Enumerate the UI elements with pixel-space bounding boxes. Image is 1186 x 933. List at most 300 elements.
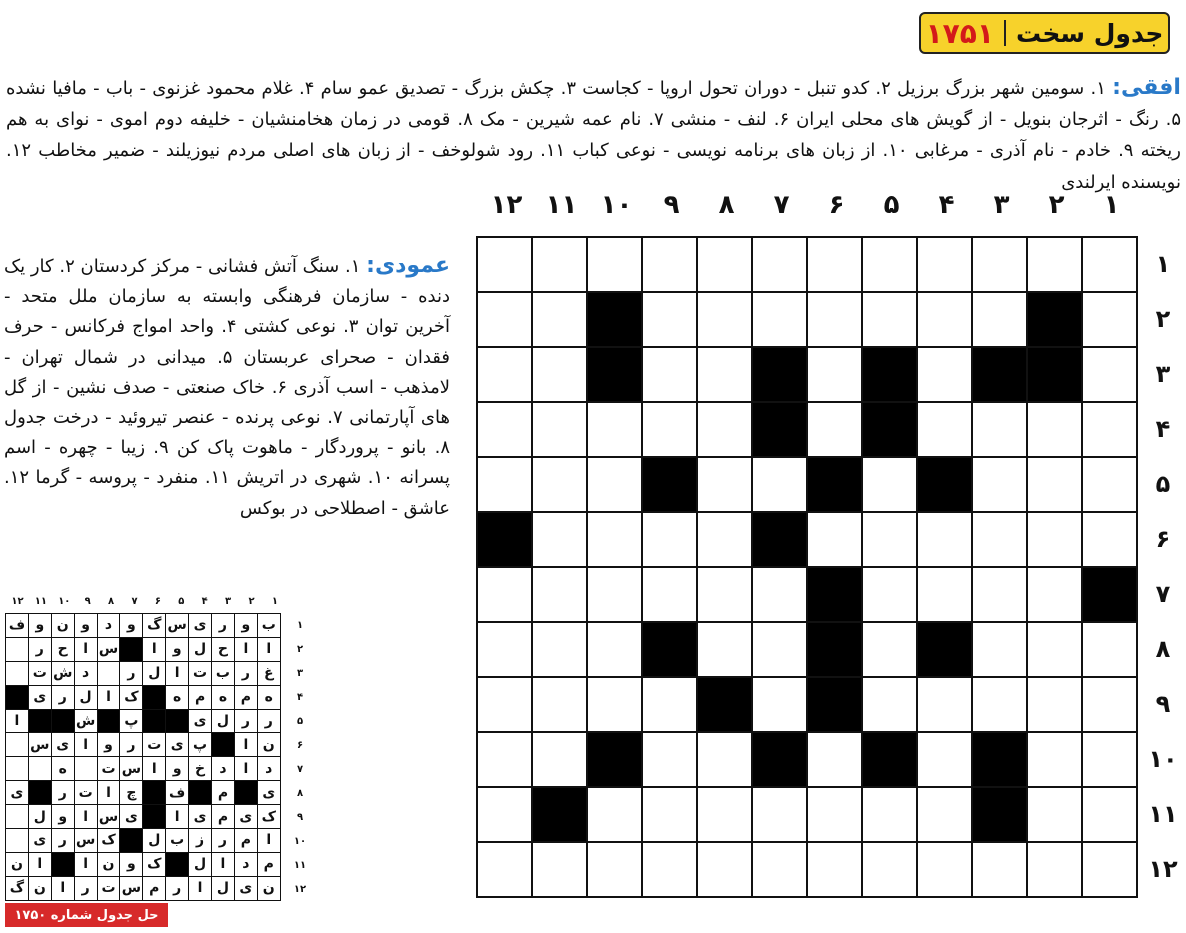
solution-column-number: ۱ (271, 596, 278, 607)
solution-cell (29, 757, 52, 781)
black-square (1028, 348, 1083, 403)
solution-cell: ی (29, 829, 52, 853)
solution-cell: ل (143, 662, 166, 686)
solution-cell: ن (98, 853, 121, 877)
grid-cell[interactable] (1028, 403, 1083, 458)
solution-black-square (212, 733, 235, 757)
row-number: ۳ (1155, 360, 1171, 388)
grid-cell[interactable] (808, 238, 863, 293)
solution-cell: ن (29, 877, 52, 901)
solution-cell: ی (52, 733, 75, 757)
solution-cell: ه (258, 686, 281, 710)
grid-cell[interactable] (863, 678, 918, 733)
grid-cell[interactable] (643, 348, 698, 403)
solution-row-number: ۴ (296, 692, 304, 703)
grid-cell[interactable] (698, 293, 753, 348)
solution-cell: ل (29, 805, 52, 829)
solution-cell: م (143, 877, 166, 901)
solution-cell: ر (52, 686, 75, 710)
solution-cell: پ (120, 710, 143, 734)
grid-cell[interactable] (973, 403, 1028, 458)
grid-cell[interactable] (918, 513, 973, 568)
solution-cell: د (75, 662, 98, 686)
grid-cell[interactable] (753, 568, 808, 623)
black-square (863, 348, 918, 403)
solution-cell (6, 733, 29, 757)
solution-column-number: ۱۰ (58, 596, 71, 607)
solution-cell: د (98, 614, 121, 638)
solution-cell: ا (235, 638, 258, 662)
solution-cell: ت (98, 757, 121, 781)
solution-cell (6, 757, 29, 781)
grid-cell[interactable] (973, 568, 1028, 623)
grid-cell[interactable] (643, 843, 698, 898)
grid-cell[interactable] (698, 623, 753, 678)
solution-row-number: ۵ (296, 716, 304, 727)
grid-cell[interactable] (533, 238, 588, 293)
solution-cell: س (120, 757, 143, 781)
grid-cell[interactable] (1083, 513, 1138, 568)
puzzle-title: جدول سخت (1015, 18, 1164, 48)
grid-cell[interactable] (918, 678, 973, 733)
grid-cell[interactable] (973, 843, 1028, 898)
solution-cell: ر (75, 877, 98, 901)
grid-cell[interactable] (478, 623, 533, 678)
grid-cell[interactable] (753, 788, 808, 843)
solution-cell: ی (29, 686, 52, 710)
solution-cell: ل (143, 829, 166, 853)
grid-cell[interactable] (808, 348, 863, 403)
solution-cell: ی (235, 877, 258, 901)
solution-row-number: ۲ (296, 644, 304, 655)
grid-cell[interactable] (588, 513, 643, 568)
solution-cell: ا (98, 781, 121, 805)
solution-black-square (52, 710, 75, 734)
solution-black-square (120, 829, 143, 853)
grid-cell[interactable] (643, 678, 698, 733)
solution-cell: س (98, 805, 121, 829)
grid-cell[interactable] (1083, 458, 1138, 513)
grid-cell[interactable] (698, 348, 753, 403)
column-number: ۹ (663, 190, 680, 220)
solution-cell: ا (75, 638, 98, 662)
solution-row-numbers (292, 614, 312, 902)
grid-cell[interactable] (1083, 843, 1138, 898)
row-number: ۴ (1155, 415, 1171, 443)
solution-column-number: ۲ (248, 596, 255, 607)
grid-cell[interactable] (918, 348, 973, 403)
solution-cell: م (235, 686, 258, 710)
grid-cell[interactable] (698, 733, 753, 788)
solution-row-number: ۳ (296, 668, 304, 679)
grid-cell[interactable] (753, 678, 808, 733)
grid-cell[interactable] (863, 568, 918, 623)
solution-black-square (189, 781, 212, 805)
grid-cell[interactable] (1083, 238, 1138, 293)
grid-cell[interactable] (533, 623, 588, 678)
solution-cell: ی (258, 781, 281, 805)
grid-cell[interactable] (698, 458, 753, 513)
column-number: ۵ (883, 190, 900, 220)
solution-cell: ا (75, 733, 98, 757)
grid-cell[interactable] (1028, 238, 1083, 293)
solution-cell: ا (75, 805, 98, 829)
grid-cell[interactable] (1028, 458, 1083, 513)
grid-cell[interactable] (478, 238, 533, 293)
black-square (808, 623, 863, 678)
vertical-clues-text: ۱. سنگ آتش فشانی - مرکز کردستان ۲. کار یک دنده - سازمان فرهنگی وابسته به سازمان ملل متحد - آخرین توان ۳. نوعی کشتی ۴. واحد امواج فرکانس - حرف فقدان - صحرای عربستان ۵. میدانی در شمال تهران - لامذهب - اسب آذری ۶. خاک صنعتی - صدف نشین - از گل های آپارتمانی ۷. نوعی پرنده - عنصر تیروئید - درخت جدول ۸. بانو - پروردگار - ماهوت پاک کن ۹. زیبا - چهره - اسم پسرانه ۱۰. شهری در اتریش ۱۱. منفرد - پروسه - گرما ۱۲. عاشق - اصطلاحی در بوکس (4, 256, 451, 519)
solution-cell: ا (75, 853, 98, 877)
grid-cell[interactable] (478, 843, 533, 898)
solution-black-square (166, 853, 189, 877)
solution-cell: ر (212, 829, 235, 853)
solution-cell: ا (212, 853, 235, 877)
solution-row-number: ۹ (296, 812, 304, 823)
row-number: ۵ (1155, 470, 1171, 498)
solution-cell: م (258, 853, 281, 877)
solution-column-number: ۵ (178, 596, 185, 607)
black-square (973, 733, 1028, 788)
solution-cell: ل (212, 710, 235, 734)
solution-row-number: ۶ (296, 740, 304, 751)
solution-cell (6, 805, 29, 829)
row-number: ۹ (1155, 690, 1171, 718)
puzzle-title-badge (919, 12, 1170, 54)
grid-cell[interactable] (643, 568, 698, 623)
row-number: ۱۲ (1148, 855, 1178, 883)
solution-cell: ر (120, 733, 143, 757)
black-square (753, 403, 808, 458)
black-square (918, 623, 973, 678)
solution-cell (6, 662, 29, 686)
grid-cell[interactable] (1028, 623, 1083, 678)
black-square (753, 348, 808, 403)
black-square (588, 348, 643, 403)
grid-cell[interactable] (808, 733, 863, 788)
grid-cell[interactable] (588, 568, 643, 623)
solution-cell: ک (120, 686, 143, 710)
grid-cell[interactable] (588, 788, 643, 843)
grid-cell[interactable] (973, 238, 1028, 293)
grid-cell[interactable] (1028, 678, 1083, 733)
black-square (1083, 568, 1138, 623)
grid-cell[interactable] (808, 293, 863, 348)
solution-cell: م (235, 829, 258, 853)
grid-cell[interactable] (1083, 403, 1138, 458)
row-number: ۱۱ (1148, 800, 1178, 828)
grid-cell[interactable] (643, 293, 698, 348)
grid-cell[interactable] (918, 403, 973, 458)
solution-cell: ل (189, 853, 212, 877)
grid-cell[interactable] (918, 238, 973, 293)
grid-cell[interactable] (698, 513, 753, 568)
solution-cell: س (120, 877, 143, 901)
solution-cell: و (166, 757, 189, 781)
grid-cell[interactable] (753, 293, 808, 348)
grid-cell[interactable] (973, 513, 1028, 568)
solution-black-square (29, 710, 52, 734)
solution-cell: ا (98, 686, 121, 710)
solution-cell: ب (212, 662, 235, 686)
grid-cell[interactable] (478, 403, 533, 458)
grid-cell[interactable] (1083, 293, 1138, 348)
solution-cell: ر (120, 662, 143, 686)
solution-cell: ر (235, 662, 258, 686)
grid-cell[interactable] (478, 733, 533, 788)
grid-cell[interactable] (918, 733, 973, 788)
grid-cell[interactable] (698, 568, 753, 623)
solution-cell: ی (120, 805, 143, 829)
black-square (478, 513, 533, 568)
solution-cell: و (120, 614, 143, 638)
solution-column-number: ۸ (108, 596, 115, 607)
row-number: ۸ (1155, 635, 1171, 663)
solution-cell: ه (212, 686, 235, 710)
grid-cell[interactable] (588, 458, 643, 513)
grid-cell[interactable] (643, 238, 698, 293)
grid-cell[interactable] (918, 788, 973, 843)
grid-cell[interactable] (478, 458, 533, 513)
solution-black-square (143, 781, 166, 805)
solution-cell: ت (98, 877, 121, 901)
black-square (533, 788, 588, 843)
vertical-clues (4, 251, 450, 571)
title-divider (1004, 20, 1006, 46)
solution-cell: ت (143, 733, 166, 757)
grid-cell[interactable] (918, 568, 973, 623)
solution-cell: ش (75, 710, 98, 734)
grid-cell[interactable] (533, 513, 588, 568)
grid-cell[interactable] (1083, 678, 1138, 733)
grid-cell[interactable] (863, 238, 918, 293)
solution-black-square (166, 710, 189, 734)
row-number: ۷ (1155, 580, 1171, 608)
solution-cell: س (98, 638, 121, 662)
grid-cell[interactable] (1083, 348, 1138, 403)
solution-cell: س (166, 614, 189, 638)
grid-cell[interactable] (698, 403, 753, 458)
black-square (808, 458, 863, 513)
grid-cell[interactable] (478, 678, 533, 733)
column-number: ۷ (773, 190, 790, 220)
black-square (588, 293, 643, 348)
solution-cell: و (75, 614, 98, 638)
column-number: ۱۱ (545, 190, 578, 220)
grid-cell[interactable] (698, 238, 753, 293)
solution-cell (6, 638, 29, 662)
grid-cell[interactable] (1028, 733, 1083, 788)
solution-black-square (6, 686, 29, 710)
grid-cell[interactable] (478, 293, 533, 348)
solution-cell: م (212, 781, 235, 805)
grid-cell[interactable] (643, 788, 698, 843)
solution-cell: ل (75, 686, 98, 710)
grid-cell[interactable] (863, 623, 918, 678)
puzzle-number: ۱۷۵۱ (925, 16, 994, 50)
grid-cell[interactable] (1028, 788, 1083, 843)
solution-column-number: ۱۱ (34, 596, 47, 607)
vertical-heading: عمودی: (366, 253, 450, 278)
column-number: ۱۲ (490, 190, 523, 220)
grid-cell[interactable] (588, 678, 643, 733)
column-number: ۱ (1103, 190, 1120, 220)
solution-cell: ا (52, 877, 75, 901)
solution-cell: س (29, 733, 52, 757)
grid-cell[interactable] (973, 678, 1028, 733)
crossword-grid (476, 236, 1138, 898)
solution-cell: و (98, 733, 121, 757)
row-number: ۲ (1155, 305, 1171, 333)
grid-cell[interactable] (808, 403, 863, 458)
solution-cell: ر (212, 614, 235, 638)
grid-cell[interactable] (533, 403, 588, 458)
solution-row-number: ۸ (296, 788, 304, 799)
solution-cell: ا (6, 710, 29, 734)
black-square (588, 733, 643, 788)
grid-cell[interactable] (478, 568, 533, 623)
solution-cell: ل (212, 877, 235, 901)
grid-cell[interactable] (533, 843, 588, 898)
solution-cell: ی (6, 781, 29, 805)
solution-column-number: ۶ (154, 596, 161, 607)
column-number: ۸ (718, 190, 735, 220)
grid-cell[interactable] (973, 623, 1028, 678)
grid-cell[interactable] (588, 623, 643, 678)
row-number: ۱ (1155, 250, 1171, 278)
solution-cell (98, 662, 121, 686)
black-square (1028, 293, 1083, 348)
grid-cell[interactable] (698, 843, 753, 898)
solution-row-number: ۱۲ (293, 884, 307, 895)
grid-cell[interactable] (863, 843, 918, 898)
grid-cell[interactable] (643, 733, 698, 788)
grid-cell[interactable] (588, 238, 643, 293)
grid-cell[interactable] (753, 843, 808, 898)
grid-cell[interactable] (863, 458, 918, 513)
grid-cell[interactable] (1083, 733, 1138, 788)
solution-column-number: ۴ (201, 596, 208, 607)
solution-cell: ح (52, 638, 75, 662)
grid-cell[interactable] (973, 458, 1028, 513)
solution-grid (5, 613, 281, 901)
solution-cell: ی (166, 733, 189, 757)
grid-cell[interactable] (588, 403, 643, 458)
solution-cell: ف (6, 614, 29, 638)
column-number: ۶ (828, 190, 845, 220)
grid-cell[interactable] (533, 293, 588, 348)
solution-cell: پ (189, 733, 212, 757)
grid-cell[interactable] (643, 513, 698, 568)
grid-cell[interactable] (533, 733, 588, 788)
grid-cell[interactable] (863, 513, 918, 568)
solution-cell: و (52, 805, 75, 829)
solution-cell: ت (189, 662, 212, 686)
horizontal-clues-text: ۱. سومین شهر بزرگ برزیل ۲. کدو تنبل - دوران تحول اروپا - کجاست ۳. چکش بزرگ - تصدیق عمو سام ۴. غلام محمود غزنوی - باب - مافیا نشده ۵. رنگ - اثرجان بنویل - از گویش های محلی ایران ۶. لنف - منشی ۷. نام عمه شیرین - مک ۸. قومی در زمان هخامنشیان - خلیفه دوم اموی - نوای به هم ریخته ۹. خادم - نام آذری - مرغابی ۱۰. از زبان های برنامه نویسی - نوعی کباب ۱۱. رود شولوخف - از زبان های اصلی مردم نیوزیلند - ضمیر مخاطب ۱۲. نویسنده ایرلندی (6, 78, 1181, 193)
solution-cell: ی (189, 805, 212, 829)
grid-cell[interactable] (533, 568, 588, 623)
solution-cell (6, 829, 29, 853)
solution-black-square (52, 853, 75, 877)
grid-cell[interactable] (1028, 568, 1083, 623)
black-square (753, 733, 808, 788)
solution-cell: ن (258, 733, 281, 757)
grid-cell[interactable] (533, 458, 588, 513)
solution-cell: ا (166, 662, 189, 686)
solution-cell: و (166, 638, 189, 662)
solution-cell: ی (235, 805, 258, 829)
solution-black-square (98, 710, 121, 734)
row-number: ۱۰ (1148, 745, 1178, 773)
black-square (973, 348, 1028, 403)
solution-label: حل جدول شماره ۱۷۵۰ (5, 903, 168, 927)
solution-cell: گ (6, 877, 29, 901)
column-number: ۱۰ (600, 190, 633, 220)
grid-cell[interactable] (533, 348, 588, 403)
solution-cell: ه (52, 757, 75, 781)
grid-cell[interactable] (478, 348, 533, 403)
solution-cell: ت (29, 662, 52, 686)
solution-black-square (235, 781, 258, 805)
solution-cell: ه (166, 686, 189, 710)
black-square (643, 458, 698, 513)
black-square (808, 678, 863, 733)
grid-cell[interactable] (1028, 513, 1083, 568)
solution-cell: ا (143, 638, 166, 662)
grid-cell[interactable] (753, 238, 808, 293)
solution-cell: ا (143, 757, 166, 781)
grid-cell[interactable] (698, 788, 753, 843)
grid-cell[interactable] (533, 678, 588, 733)
solution-column-number: ۳ (225, 596, 232, 607)
grid-cell[interactable] (1083, 788, 1138, 843)
grid-cell[interactable] (863, 788, 918, 843)
grid-cell[interactable] (918, 293, 973, 348)
grid-cell[interactable] (753, 458, 808, 513)
solution-cell: ل (189, 638, 212, 662)
grid-cell[interactable] (478, 788, 533, 843)
solution-cell: د (212, 757, 235, 781)
grid-cell[interactable] (753, 623, 808, 678)
grid-cell[interactable] (918, 843, 973, 898)
solution-cell: ر (29, 638, 52, 662)
solution-column-number: ۹ (84, 596, 91, 607)
solution-cell: ر (52, 781, 75, 805)
solution-row-number: ۱ (296, 620, 304, 631)
black-square (973, 788, 1028, 843)
grid-cell[interactable] (808, 788, 863, 843)
grid-cell[interactable] (863, 293, 918, 348)
solution-black-square (143, 710, 166, 734)
row-numbers (1146, 237, 1186, 897)
solution-cell: ب (258, 614, 281, 638)
solution-cell: ا (258, 638, 281, 662)
solution-cell: ش (52, 662, 75, 686)
grid-cell[interactable] (588, 843, 643, 898)
solution-cell: د (235, 853, 258, 877)
grid-cell[interactable] (973, 293, 1028, 348)
grid-cell[interactable] (1083, 623, 1138, 678)
column-number: ۴ (938, 190, 955, 220)
grid-cell[interactable] (643, 403, 698, 458)
solution-black-square (29, 781, 52, 805)
solution-column-numbers (6, 596, 287, 610)
solution-row-number: ۷ (296, 764, 304, 775)
solution-cell: ز (189, 829, 212, 853)
grid-cell[interactable] (808, 843, 863, 898)
grid-cell[interactable] (1028, 843, 1083, 898)
solution-cell: گ (143, 614, 166, 638)
grid-cell[interactable] (808, 513, 863, 568)
